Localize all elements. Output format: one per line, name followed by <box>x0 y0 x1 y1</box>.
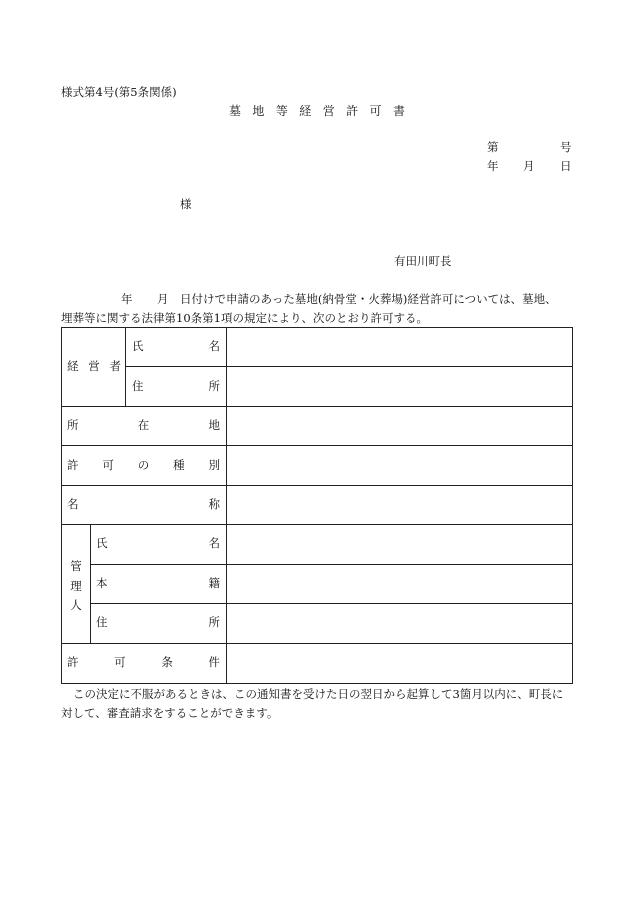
manager-domicile-label: 本 籍 <box>96 576 220 590</box>
permit-type-label: 許 可 の 種 別 <box>67 458 220 472</box>
location-label: 所 在 地 <box>67 418 220 432</box>
form-number: 様式第4号(第5条関係) <box>61 85 177 99</box>
table-border <box>572 327 573 684</box>
operator-address-field[interactable] <box>227 367 572 406</box>
body-year: 年 <box>121 292 133 306</box>
body-line2: 埋葬等に関する法律第10条第1項の規定により、次のとおり許可する。 <box>61 311 428 325</box>
manager-name-field[interactable] <box>227 525 572 564</box>
date-day: 日 <box>560 159 572 173</box>
operator-group-label: 経 営 者 <box>67 359 121 373</box>
table-divider <box>90 524 91 643</box>
title-char: 墓 <box>229 104 242 118</box>
appeal-note-line2: 対して、審査請求をすることができます。 <box>61 706 279 720</box>
manager-group-label: 管 理 人 <box>70 559 82 612</box>
title-char: 可 <box>369 104 382 118</box>
manager-name-label: 氏 名 <box>96 536 220 550</box>
manager-domicile-field[interactable] <box>227 565 572 603</box>
operator-name-field[interactable] <box>227 328 572 366</box>
conditions-field[interactable] <box>227 644 572 683</box>
conditions-label: 許 可 条 件 <box>67 655 220 669</box>
operator-name-label: 氏 名 <box>132 339 220 353</box>
permit-type-field[interactable] <box>227 446 572 485</box>
appeal-note-line1: この決定に不服があるときは、この通知書を受けた日の翌日から起算して3箇月以内に、町長に <box>73 687 564 701</box>
title-char: 許 <box>346 104 359 118</box>
body-line1: 日付けで申請のあった墓地(納骨堂・火葬場)経営許可については、墓地、 <box>180 292 557 306</box>
number-prefix: 第 <box>487 140 499 154</box>
issuer-name: 有田川町長 <box>394 254 452 268</box>
title-char: 地 <box>252 104 265 118</box>
designation-field[interactable] <box>227 486 572 524</box>
body-month: 月 <box>157 292 169 306</box>
manager-address-field[interactable] <box>227 604 572 643</box>
operator-address-label: 住 所 <box>132 379 220 393</box>
date-month: 月 <box>523 159 535 173</box>
title-char: 書 <box>392 104 405 118</box>
table-border <box>61 327 62 684</box>
manager-address-label: 住 所 <box>96 615 220 629</box>
title-char: 経 <box>299 104 312 118</box>
location-field[interactable] <box>227 407 572 445</box>
title-char: 等 <box>275 104 288 118</box>
addressee-honorific: 様 <box>180 197 192 211</box>
permit-form-table <box>61 327 573 684</box>
table-border <box>61 683 573 684</box>
date-year: 年 <box>487 159 499 173</box>
document-title <box>229 105 405 117</box>
designation-label: 名 称 <box>67 497 220 511</box>
title-char: 営 <box>322 104 335 118</box>
number-suffix: 号 <box>560 140 572 154</box>
